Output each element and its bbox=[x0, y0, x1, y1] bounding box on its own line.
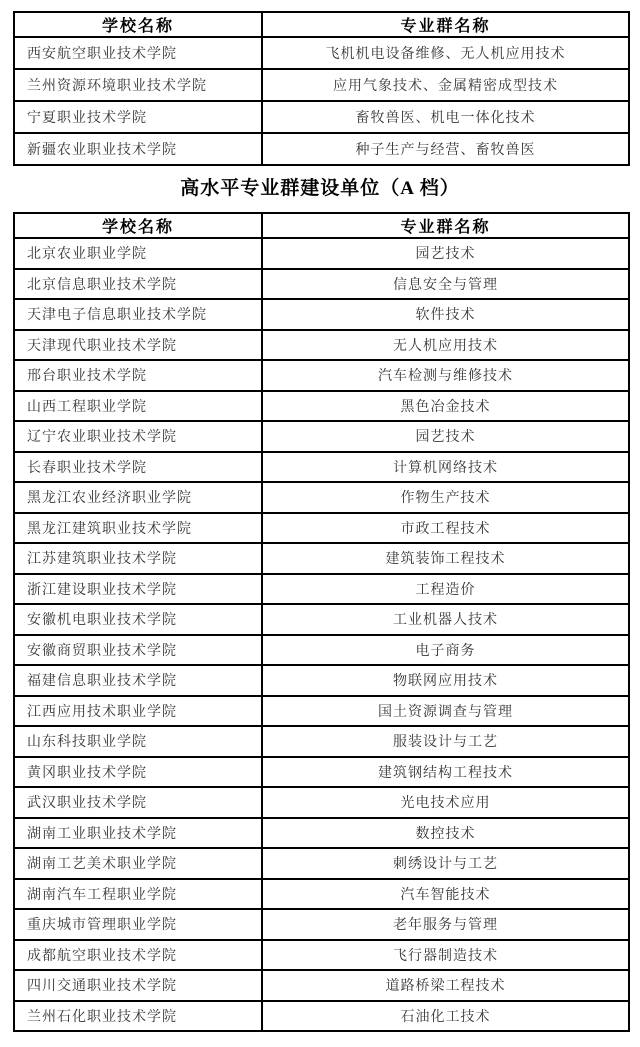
table-row bbox=[14, 848, 629, 879]
school-name-cell: 湖南工艺美术职业学院 bbox=[14, 848, 262, 879]
school-name-cell: 武汉职业技术学院 bbox=[14, 787, 262, 818]
table-row bbox=[14, 360, 629, 391]
table-row bbox=[14, 635, 629, 666]
school-name-cell: 浙江建设职业技术学院 bbox=[14, 574, 262, 605]
school-name-cell: 新疆农业职业技术学院 bbox=[14, 133, 262, 165]
table-row bbox=[14, 513, 629, 544]
major-group-cell: 国土资源调查与管理 bbox=[262, 696, 629, 727]
school-name-cell: 兰州石化职业技术学院 bbox=[14, 1001, 262, 1032]
school-name-header: 学校名称 bbox=[14, 12, 262, 37]
table-row bbox=[14, 101, 629, 133]
table-row bbox=[14, 299, 629, 330]
major-group-cell: 刺绣设计与工艺 bbox=[262, 848, 629, 879]
school-name-cell: 湖南汽车工程职业学院 bbox=[14, 879, 262, 910]
school-name-cell: 北京信息职业技术学院 bbox=[14, 269, 262, 300]
table-row bbox=[14, 269, 629, 300]
major-group-cell: 飞机机电设备维修、无人机应用技术 bbox=[262, 37, 629, 69]
major-group-cell: 无人机应用技术 bbox=[262, 330, 629, 361]
major-group-cell: 计算机网络技术 bbox=[262, 452, 629, 483]
school-name-cell: 福建信息职业技术学院 bbox=[14, 665, 262, 696]
table-row bbox=[14, 574, 629, 605]
table-row bbox=[14, 421, 629, 452]
major-group-cell: 光电技术应用 bbox=[262, 787, 629, 818]
table-row bbox=[14, 726, 629, 757]
major-group-cell: 建筑装饰工程技术 bbox=[262, 543, 629, 574]
a-grade-schools-table bbox=[13, 212, 630, 1032]
major-group-cell: 信息安全与管理 bbox=[262, 269, 629, 300]
major-group-cell: 软件技术 bbox=[262, 299, 629, 330]
school-name-cell: 西安航空职业技术学院 bbox=[14, 37, 262, 69]
major-group-cell: 电子商务 bbox=[262, 635, 629, 666]
major-group-cell: 汽车智能技术 bbox=[262, 879, 629, 910]
school-name-cell: 山东科技职业学院 bbox=[14, 726, 262, 757]
school-name-cell: 安徽商贸职业技术学院 bbox=[14, 635, 262, 666]
major-group-cell: 飞行器制造技术 bbox=[262, 940, 629, 971]
table-row bbox=[14, 818, 629, 849]
major-group-cell: 服装设计与工艺 bbox=[262, 726, 629, 757]
major-group-cell: 数控技术 bbox=[262, 818, 629, 849]
major-group-header: 专业群名称 bbox=[262, 12, 629, 37]
table-row bbox=[14, 391, 629, 422]
major-group-cell: 应用气象技术、金属精密成型技术 bbox=[262, 69, 629, 101]
school-name-cell: 辽宁农业职业技术学院 bbox=[14, 421, 262, 452]
school-name-cell: 黄冈职业技术学院 bbox=[14, 757, 262, 788]
table-row bbox=[14, 879, 629, 910]
section-title: 高水平专业群建设单位（A 档） bbox=[180, 178, 460, 199]
table-row bbox=[14, 696, 629, 727]
major-group-cell: 畜牧兽医、机电一体化技术 bbox=[262, 101, 629, 133]
major-group-cell: 老年服务与管理 bbox=[262, 909, 629, 940]
major-group-cell: 建筑钢结构工程技术 bbox=[262, 757, 629, 788]
school-name-cell: 北京农业职业学院 bbox=[14, 238, 262, 269]
table-row bbox=[14, 133, 629, 165]
school-name-cell: 黑龙江建筑职业技术学院 bbox=[14, 513, 262, 544]
school-name-cell: 天津电子信息职业技术学院 bbox=[14, 299, 262, 330]
major-group-cell: 汽车检测与维修技术 bbox=[262, 360, 629, 391]
major-group-cell: 园艺技术 bbox=[262, 421, 629, 452]
table-row bbox=[14, 69, 629, 101]
major-group-cell: 工业机器人技术 bbox=[262, 604, 629, 635]
major-group-cell: 园艺技术 bbox=[262, 238, 629, 269]
table-row bbox=[14, 970, 629, 1001]
table-row bbox=[14, 604, 629, 635]
table-row bbox=[14, 37, 629, 69]
school-name-cell: 湖南工业职业技术学院 bbox=[14, 818, 262, 849]
school-name-cell: 江西应用技术职业学院 bbox=[14, 696, 262, 727]
table-header-row bbox=[14, 213, 629, 238]
table-row bbox=[14, 940, 629, 971]
table-header-row bbox=[14, 12, 629, 37]
school-name-cell: 四川交通职业技术学院 bbox=[14, 970, 262, 1001]
school-name-cell: 宁夏职业技术学院 bbox=[14, 101, 262, 133]
major-group-cell: 石油化工技术 bbox=[262, 1001, 629, 1032]
school-name-cell: 黑龙江农业经济职业学院 bbox=[14, 482, 262, 513]
major-group-header: 专业群名称 bbox=[262, 213, 629, 238]
school-name-cell: 长春职业技术学院 bbox=[14, 452, 262, 483]
major-group-cell: 黑色冶金技术 bbox=[262, 391, 629, 422]
school-name-cell: 兰州资源环境职业技术学院 bbox=[14, 69, 262, 101]
major-group-cell: 市政工程技术 bbox=[262, 513, 629, 544]
school-name-header: 学校名称 bbox=[14, 213, 262, 238]
school-name-cell: 天津现代职业技术学院 bbox=[14, 330, 262, 361]
table-row bbox=[14, 757, 629, 788]
table-row bbox=[14, 665, 629, 696]
school-name-cell: 江苏建筑职业技术学院 bbox=[14, 543, 262, 574]
school-name-cell: 安徽机电职业技术学院 bbox=[14, 604, 262, 635]
table-row bbox=[14, 482, 629, 513]
major-group-cell: 道路桥梁工程技术 bbox=[262, 970, 629, 1001]
school-name-cell: 山西工程职业学院 bbox=[14, 391, 262, 422]
school-name-cell: 邢台职业技术学院 bbox=[14, 360, 262, 391]
table-row bbox=[14, 238, 629, 269]
school-name-cell: 成都航空职业技术学院 bbox=[14, 940, 262, 971]
table-row bbox=[14, 543, 629, 574]
major-group-cell: 工程造价 bbox=[262, 574, 629, 605]
table-row bbox=[14, 1001, 629, 1032]
major-group-cell: 作物生产技术 bbox=[262, 482, 629, 513]
table-row bbox=[14, 452, 629, 483]
major-group-cell: 种子生产与经营、畜牧兽医 bbox=[262, 133, 629, 165]
table-row bbox=[14, 909, 629, 940]
table-row bbox=[14, 330, 629, 361]
school-name-cell: 重庆城市管理职业学院 bbox=[14, 909, 262, 940]
table-row bbox=[14, 787, 629, 818]
major-group-cell: 物联网应用技术 bbox=[262, 665, 629, 696]
top-schools-table bbox=[13, 11, 630, 166]
